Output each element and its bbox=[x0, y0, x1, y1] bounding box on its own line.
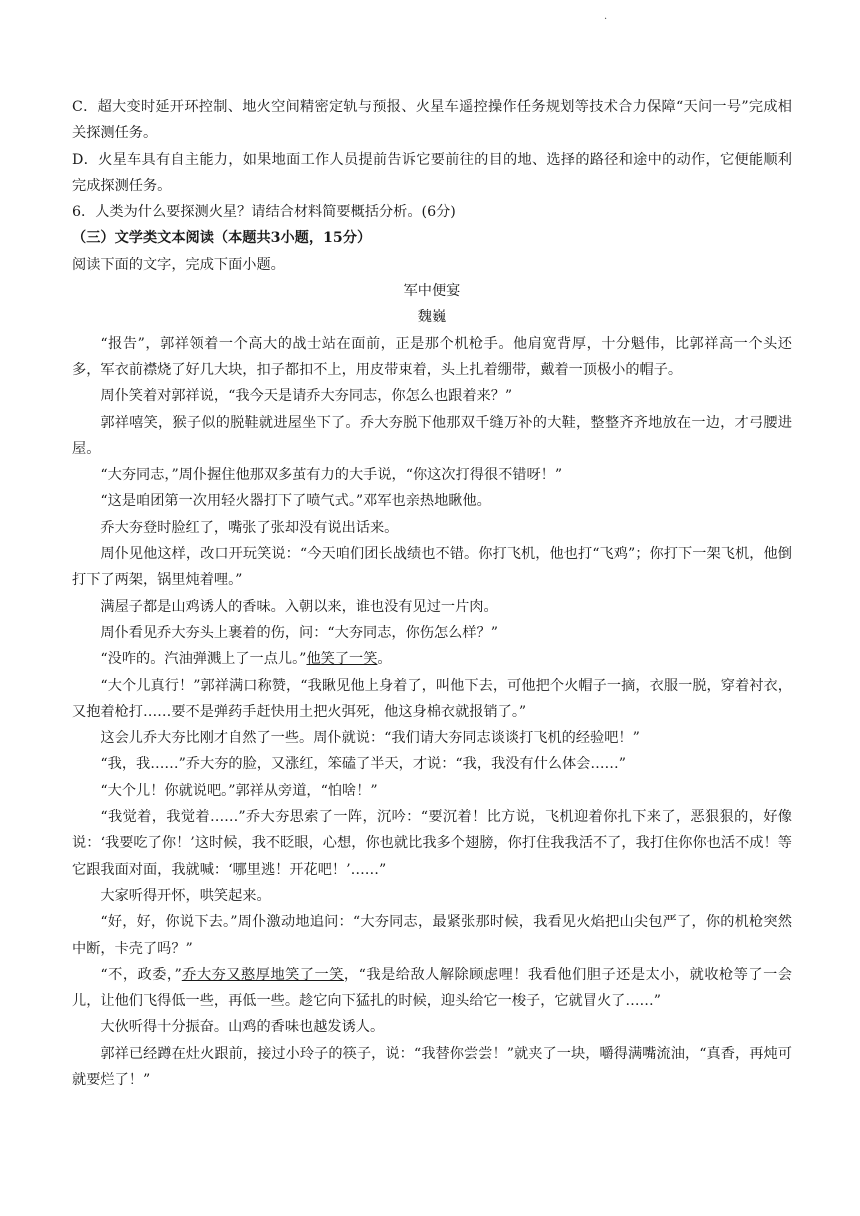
section-heading: （三）文学类文本阅读（本题共3小题，15分） bbox=[72, 230, 372, 247]
underlined-phrase: 他笑了一笑 bbox=[306, 651, 378, 668]
story-paragraph: “我，我……”乔大夯的脸，又涨红，笨磕了半天，才说：“我，我没有什么体会……” bbox=[100, 756, 626, 773]
story-paragraph: “这是咱团第一次用轻火器打下了喷气式。”邓军也亲热地瞅他。 bbox=[100, 493, 491, 510]
paragraph-text: “不，政委，” bbox=[100, 966, 182, 983]
story-paragraph bbox=[72, 646, 792, 672]
story-paragraph: 郭祥已经蹲在灶火跟前，接过小玲子的筷子，说：“我替你尝尝！”就夹了一块，嚼得满嘴流油，“真香，再炖可就要烂了！” bbox=[72, 1045, 792, 1088]
story-paragraph: 周仆笑着对郭祥说，“我今天是请乔大夯同志，你怎么也跟着来？” bbox=[100, 388, 513, 405]
story-paragraph: “报告”，郭祥领着一个高大的战士站在面前，正是那个机枪手。他肩宽背厚，十分魁伟，比郭祥高一个头还多，军衣前襟烧了好几大块，扣子都扣不上，用皮带束着，头上扎着绷带，戴着一顶极小的帽子。 bbox=[72, 335, 792, 378]
story-paragraph: 这会儿乔大夯比刚才自然了一些。周仆就说：“我们请大夯同志谈谈打飞机的经验吧！” bbox=[100, 730, 640, 747]
section-instruction: 阅读下面的文字，完成下面小题。 bbox=[72, 256, 285, 273]
paragraph-text: 。 bbox=[377, 651, 392, 668]
story-paragraph: “好，好，你说下去。”周仆激动地追问：“大夯同志，最紧张那时候，我看见火焰把山尖包严了，你的机枪突然中断，卡壳了吗？” bbox=[72, 914, 792, 957]
story-paragraph: 大家听得开怀，哄笑起来。 bbox=[100, 887, 271, 904]
underlined-phrase: 乔大夯又憨厚地笑了一笑 bbox=[181, 966, 344, 983]
story-paragraph: 郭祥嘻笑，猴子似的脱鞋就进屋坐下了。乔大夯脱下他那双千缝万补的大鞋，整整齐齐地放在一边，才弓腰进屋。 bbox=[72, 414, 792, 457]
paragraph-text: “没咋的。汽油弹溅上了一点儿。” bbox=[100, 651, 307, 668]
document-body bbox=[72, 94, 792, 1093]
story-paragraph: 周仆看见乔大夯头上裹着的伤，问：“大夯同志，你伤怎么样？” bbox=[100, 624, 498, 641]
option-c: C．超大变时延开环控制、地火空间精密定轨与预报、火星车遥控操作任务规划等技术合力保障“天问一号”完成相关探测任务。 bbox=[72, 99, 792, 142]
option-d: D．火星车具有自主能力，如果地面工作人员提前告诉它要前往的目的地、选择的路径和途中的动作，它便能顺利完成探测任务。 bbox=[72, 151, 792, 194]
paragraph-text: ，“我是给敌人解除顾虑哩！我看他们胆子还是太小，就收枪等了一会儿，让他们飞得低一些，再低一些。趁它向下猛扎的时候，迎头给它一梭子，它就冒火了……” bbox=[72, 966, 792, 1010]
story-paragraph: 大伙听得十分振奋。山鸡的香味也越发诱人。 bbox=[100, 1019, 385, 1036]
story-paragraph: “大个儿真行！”郭祥满口称赞，“我瞅见他上身着了，叫他下去，可他把个火帽子一摘，衣服一脱，穿着衬衣，又抱着枪打……要不是弹药手赶快用土把火弭死，他这身棉衣就报销了。” bbox=[72, 677, 792, 720]
page-top-mark: · bbox=[604, 14, 608, 25]
story-title: 军中便宴 bbox=[403, 283, 461, 300]
story-paragraph: 周仆见他这样，改口开玩笑说：“今天咱们团长战绩也不错。你打飞机，他也打“飞鸡”；你打下一架飞机，他倒打下了两架，锅里炖着哩。” bbox=[72, 546, 792, 589]
story-paragraph: “大夯同志，”周仆握住他那双多茧有力的大手说，“你这次打得很不错呀！” bbox=[100, 467, 563, 484]
story-paragraph: 满屋子都是山鸡诱人的香味。入朝以来，谁也没有见过一片肉。 bbox=[100, 598, 498, 615]
story-paragraph: 乔大夯登时脸红了，嘴张了张却没有说出话来。 bbox=[100, 519, 399, 536]
story-paragraph: “我觉着，我觉着……”乔大夯思索了一阵，沉吟：“要沉着！比方说，飞机迎着你扎下来了，恶狠狠的，好像说：‘我要吃了你！’这时候，我不眨眼，心想，你也就比我多个翅膀，你打住我我活不了，我打住你你也活不成！等它跟我面对面，我就喊：‘哪里逃！开花吧！’……” bbox=[72, 809, 792, 878]
story-paragraph: “大个儿！你就说吧。”郭祥从旁道，“怕啥！” bbox=[100, 782, 378, 799]
story-paragraph bbox=[72, 962, 792, 1015]
story-author: 魏巍 bbox=[417, 309, 447, 326]
question-6: 6．人类为什么要探测火星？请结合材料简要概括分析。(6分) bbox=[72, 204, 456, 221]
